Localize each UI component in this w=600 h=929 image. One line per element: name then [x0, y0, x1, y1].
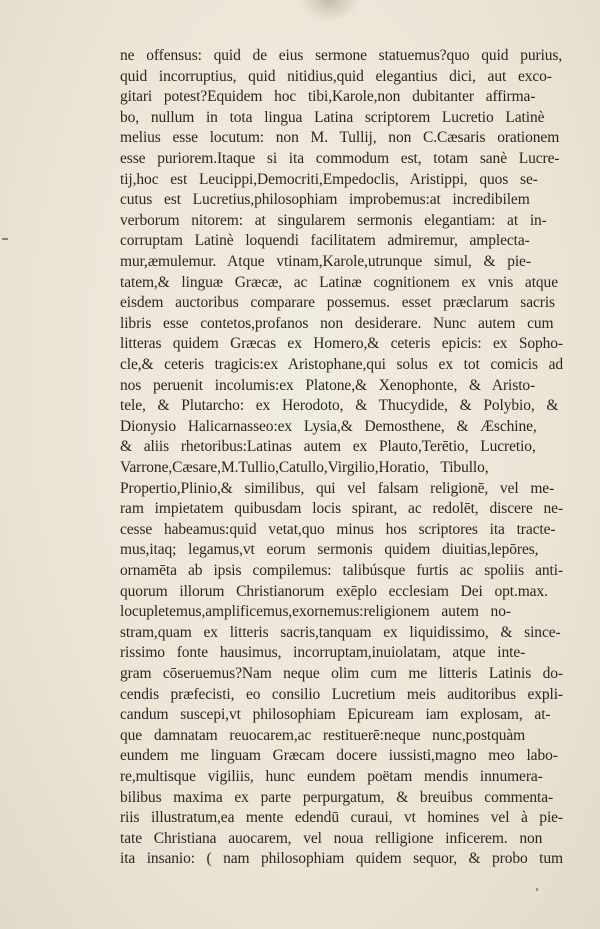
text-line: stram,quam ex litteris sacris,tanquam ex liquidissimo, & since-: [120, 623, 561, 641]
text-line: cesse habeamus:quid vetat,quo minus hos scriptores ita tracte-: [120, 520, 556, 538]
text-line: cutus est Lucretius,philosophiam improbemus:at incredibilem: [120, 191, 530, 209]
text-line: quid incorruptius, quid nitidius,quid elegantius dici, aut exco-: [120, 67, 552, 85]
text-line: ornamēta ab ipsis compilemus: talibúsque furtis ac spoliis anti-: [120, 562, 563, 579]
text-line: gram cōseruemus?Nam neque olim cum me litteris Latinis do-: [120, 665, 563, 682]
text-line: riis illustratum,ea mente edendū curaui, vt homines vel à pie-: [120, 809, 563, 827]
text-line: cendis præfecisti, eo consilio Lucretium meis auditoribus expli-: [120, 685, 563, 703]
text-line: libris esse contetos,profanos non desiderare. Nunc autem cum: [120, 314, 554, 332]
margin-mark: [2, 238, 8, 240]
text-line: mur,æmulemur. Atque vtinam,Karole,utrunque simul, & pie-: [120, 253, 531, 270]
corner-mark: [536, 888, 538, 891]
text-line: que damnatam reuocarem,ac restituerē:neque nunc,postquàm: [120, 726, 526, 744]
text-line: & aliis rhetoribus:Latinas autem ex Plauto,Terētio, Lucretio,: [120, 438, 536, 456]
text-line: esse puriorem.Itaque si ita commodum est, totam sanè Lucre-: [120, 150, 560, 167]
text-line: melius esse locutum: non M. Tullij, non C.Cæsaris orationem: [120, 129, 560, 147]
text-line: gitari potest?Equidem hoc tibi,Karole,non dubitanter affirma-: [120, 88, 536, 106]
text-line: bo, nullum in tota lingua Latina scriptorem Lucretio Latinè: [120, 108, 545, 126]
text-line: tij,hoc est Leucippi,Democriti,Empedoclis, Aristippi, quos se-: [120, 170, 538, 188]
text-line: ne offensus: quid de eius sermone statuemus?quo quid purius,: [120, 47, 563, 64]
page-stain: [300, 0, 360, 22]
text-line: ram impietatem quibusdam locis spirant, ac redolēt, discere ne-: [120, 500, 563, 518]
text-line: eisdem auctoribus comparare possemus. esset præclarum sacris: [120, 294, 555, 312]
text-line: mus,itaq; legamus,vt eorum sermonis quidem diuitias,lepōres,: [120, 541, 539, 559]
text-line: candum suscepi,vt philosophiam Epicuream iam explosam, at-: [120, 706, 551, 724]
text-line: locupletemus,amplificemus,exornemus:religionem autem no-: [120, 603, 511, 621]
text-line: ita insanio: ( nam philosophiam quidem sequor, & probo tum: [120, 850, 563, 868]
text-line: litteras quidem Græcas ex Homero,& ceteris epicis: ex Sopho-: [120, 335, 563, 353]
text-line: bilibus maxima ex parte perpurgatum, & breuibus commenta-: [120, 788, 554, 806]
text-line: rissimo fonte hausimus, incorruptam,inuiolatam, atque inte-: [120, 644, 526, 662]
text-line: tatem,& linguæ Græcæ, ac Latinæ cognitionem ex vnis atque: [120, 273, 558, 291]
text-line: tele, & Plutarcho: ex Herodoto, & Thucydide, & Polybio, &: [120, 397, 559, 415]
text-line: tate Christiana auocarem, vel noua relligione inficerem. non: [120, 829, 543, 847]
text-line: Propertio,Plinio,& similibus, qui vel falsam religionē, vel me-: [120, 479, 555, 497]
text-line: re,multisque vigiliis, hunc eundem poëtam mendis innumera-: [120, 768, 543, 785]
text-line: nos peruenit incolumis:ex Platone,& Xenophonte, & Aristo-: [120, 376, 536, 394]
text-line: Varrone,Cæsare,M.Tullio,Catullo,Virgilio,Horatio, Tibullo,: [120, 459, 489, 476]
text-line: cle,& ceteris tragicis:ex Aristophane,qui solus ex tot comicis ad: [120, 356, 563, 373]
text-line: corruptam Latinè loquendi facilitatem admiremur, amplecta-: [120, 232, 530, 250]
text-line: eundem me linguam Græcam docere iussisti,magno meo labo-: [120, 747, 558, 765]
text-line: quorum illorum Christianorum exēplo ecclesiam Dei opt.max.: [120, 582, 548, 600]
text-line: verborum nitorem: at singularem sermonis elegantiam: at in-: [120, 211, 547, 229]
text-line: Dionysio Halicarnasseo:ex Lysia,& Demosthene, & Æschine,: [120, 417, 537, 435]
